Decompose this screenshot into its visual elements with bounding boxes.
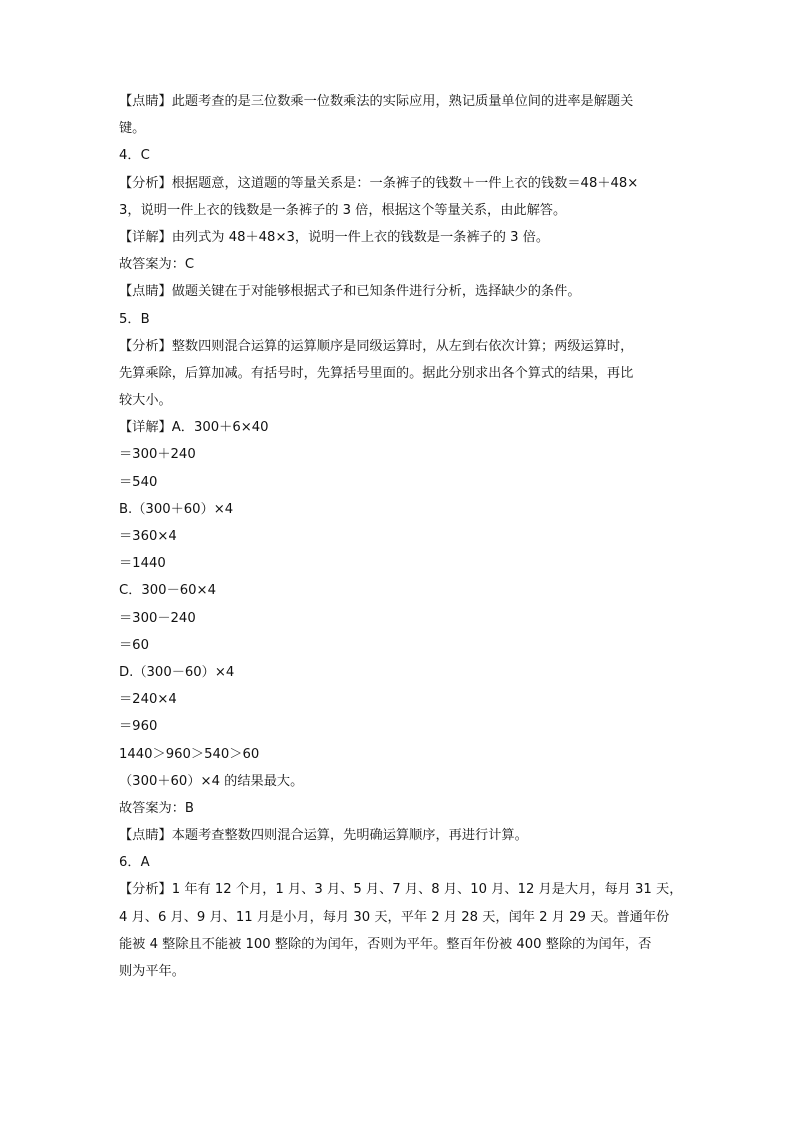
question-number: 6．A <box>119 855 150 871</box>
math-step: ＝960 <box>119 719 158 735</box>
math-step: ＝300＋240 <box>119 447 196 463</box>
math-step: ＝540 <box>119 474 158 490</box>
math-step: ＝360×4 <box>119 529 177 544</box>
math-step: C．300－60×4 <box>119 583 216 599</box>
text-line: 故答案为：C <box>119 257 195 273</box>
text-line: 【详解】由列式为 48＋48×3，说明一件上衣的钱数是一条裤子的 3 倍。 <box>119 229 550 245</box>
text-line: 故答案为：B <box>119 800 194 816</box>
math-step: ＝240×4 <box>119 692 177 708</box>
text-line: 较大小。 <box>119 393 172 409</box>
text-line: 【详解】A．300＋6×40 <box>119 420 269 436</box>
text-line: 3，说明一件上衣的钱数是一条裤子的 3 倍，根据这个等量关系，由此解答。 <box>119 202 567 218</box>
math-step: B.（300＋60）×4 <box>119 501 234 517</box>
text-line: 则为平年。 <box>119 964 185 979</box>
text-line: 4 月、6 月、9 月、11 月是小月，每月 30 天，平年 2 月 28 天，闰年 2 月 29 天。普通年份 <box>119 909 670 925</box>
question-number: 4．C <box>119 148 150 164</box>
answer-text-body <box>119 88 699 985</box>
text-line: 【分析】根据题意，这道题的等量关系是：一条裤子的钱数＋一件上衣的钱数＝48＋48× <box>119 175 639 191</box>
text-line: 【分析】1 年有 12 个月，1 月、3 月、5 月、7 月、8 月、10 月、12 月是大月，每月 31 天， <box>119 882 683 898</box>
text-line: （300＋60）×4 的结果最大。 <box>119 773 304 789</box>
math-step: D.（300－60）×4 <box>119 664 235 680</box>
math-step: ＝60 <box>119 637 149 653</box>
math-step: ＝1440 <box>119 556 166 572</box>
math-step: ＝300－240 <box>119 610 196 626</box>
text-line: 【分析】整数四则混合运算的运算顺序是同级运算时，从左到右依次计算；两级运算时， <box>119 338 634 354</box>
text-line: 【点睛】本题考查整数四则混合运算，先明确运算顺序，再进行计算。 <box>119 828 528 844</box>
math-step: 1440＞960＞540＞60 <box>119 746 260 762</box>
text-line: 【点睛】此题考查的是三位数乘一位数乘法的实际应用，熟记质量单位间的进率是解题关 <box>119 94 634 109</box>
text-line: 先算乘除，后算加减。有括号时，先算括号里面的。据此分别求出各个算式的结果，再比 <box>119 365 634 381</box>
text-line: 键。 <box>119 121 146 137</box>
question-number: 5．B <box>119 311 150 327</box>
text-line: 能被 4 整除且不能被 100 整除的为闰年，否则为平年。整百年份被 400 整除的为闰年，否 <box>119 936 652 952</box>
text-line: 【点睛】做题关键在于对能够根据式子和已知条件进行分析，选择缺少的条件。 <box>119 284 581 300</box>
